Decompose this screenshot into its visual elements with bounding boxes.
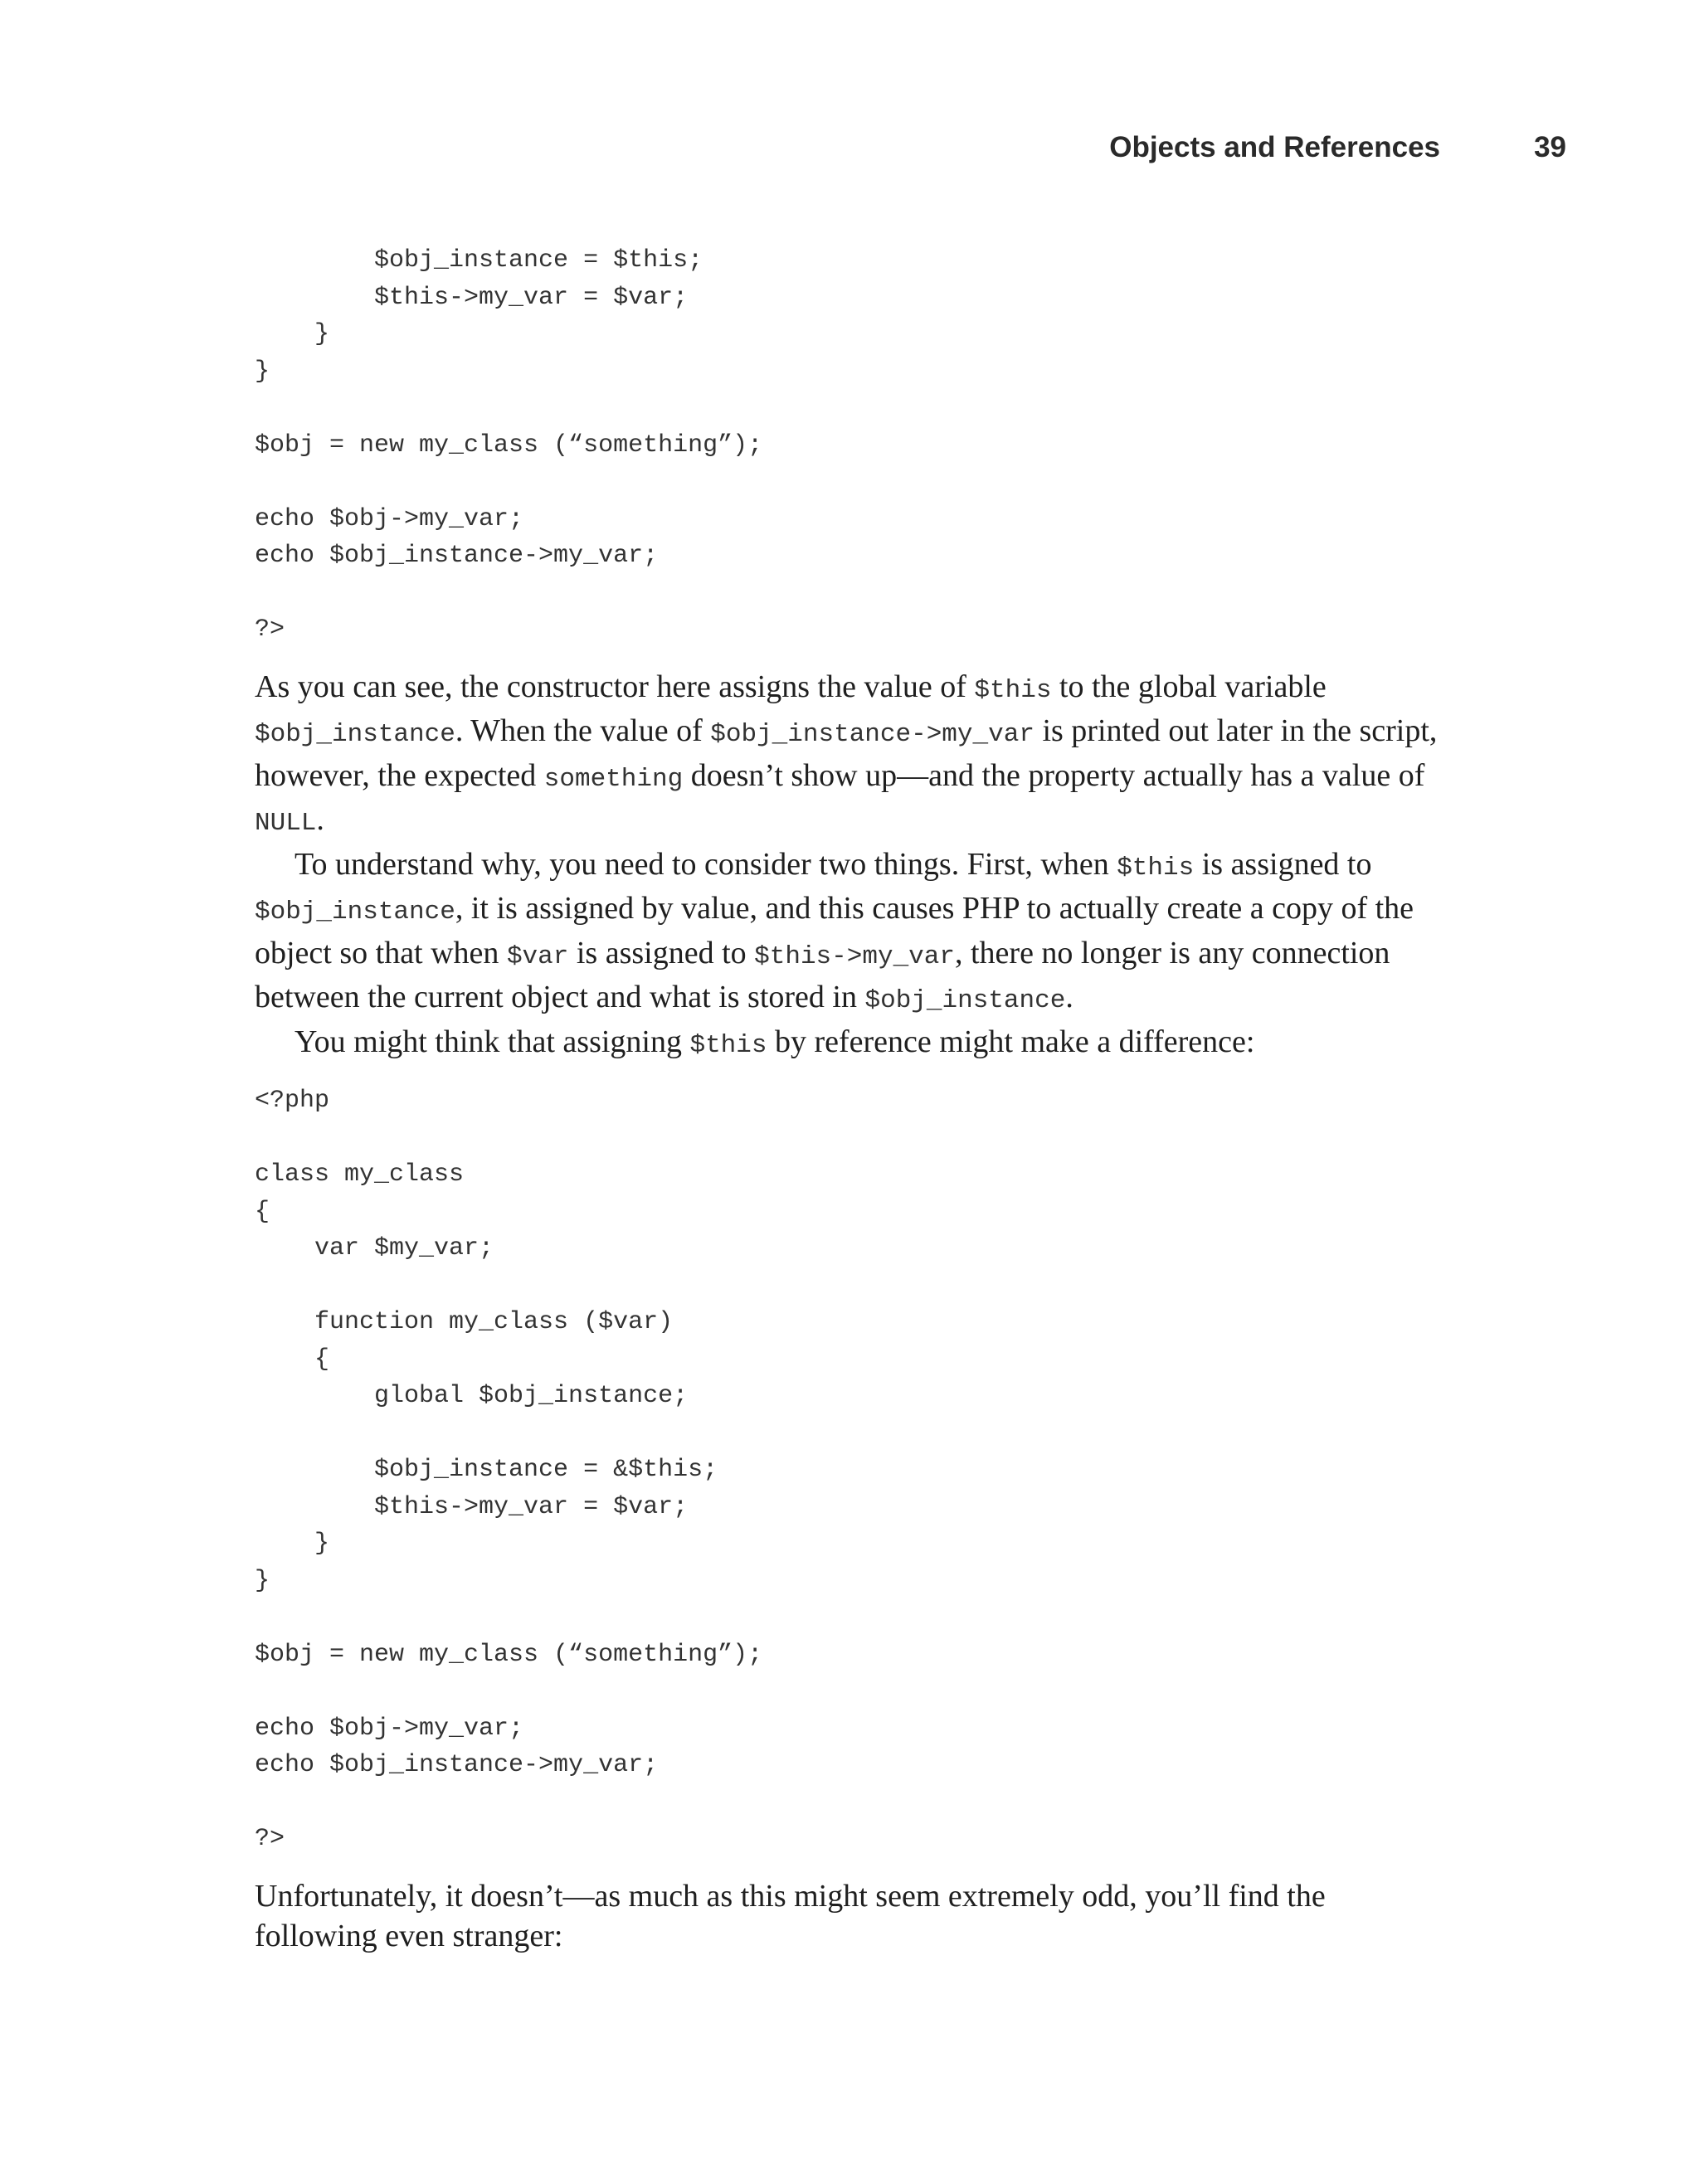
inline-code: $var (506, 941, 569, 971)
text-run: to the global variable (1051, 669, 1327, 704)
inline-code: $obj_instance (255, 897, 455, 927)
inline-code: $this (974, 675, 1052, 705)
text-run: As you can see, the constructor here assigns the value of (255, 669, 975, 704)
text-run: doesn’t show up—and the property actually has a value of (683, 757, 1425, 793)
text-run: by reference might make a difference: (767, 1024, 1255, 1059)
text-run: is assigned to (568, 935, 755, 970)
text-run: . (1065, 980, 1073, 1014)
text-run: To understand why, you need to consider two things. First, when (295, 846, 1117, 882)
code-block-continued: $obj_instance = $this; $this->my_var = $var; } } $obj = new my_class (“something”); echo $obj->my_var; echo $obj_instance->my_var; ?> (255, 246, 763, 644)
page-body (255, 242, 1441, 1957)
page-number: 39 (1534, 131, 1566, 163)
running-header (737, 131, 1566, 173)
text-run: is printed out later in the script, however, the expected (255, 713, 1438, 793)
body-text-continued (255, 1876, 1441, 1957)
inline-code: $obj_instance (255, 720, 455, 749)
text-run: Unfortunately, it doesn’t—as much as this might seem extremely odd, you’ll find the following even stranger: (255, 1878, 1326, 1953)
inline-code: $obj_instance->my_var (710, 720, 1034, 749)
body-text (255, 667, 1441, 1067)
paragraph-by-reference-intro (255, 1022, 1441, 1067)
paragraph-why-explanation (255, 844, 1441, 1022)
text-run: , there no longer is any connection between the current object and what is stored in (255, 935, 1390, 1014)
text-run: is assigned to (1194, 846, 1372, 882)
inline-code: $this->my_var (754, 941, 955, 971)
inline-code: NULL (255, 809, 317, 838)
inline-code: $obj_instance (864, 986, 1066, 1015)
text-run: , it is assigned by value, and this causes PHP to actually create a copy of the object so that when (255, 891, 1414, 970)
section-title: Objects and References (1109, 131, 1440, 163)
inline-code: $this (1117, 853, 1195, 883)
inline-code: $this (689, 1030, 767, 1060)
code-block-by-reference: <?php class my_class { var $my_var; function my_class ($var) { global $obj_instance; $obj_instance = &$this; $this->my_var = $var; } } $obj = new my_class (“something”); echo $obj->my_var; echo $obj_instance->my_var; ?> (255, 1087, 763, 1853)
inline-code: something (543, 764, 684, 794)
text-run: . When the value of (455, 713, 711, 748)
paragraph-unfortunately (255, 1876, 1441, 1957)
paragraph-constructor-explanation (255, 667, 1441, 844)
text-run: . (316, 802, 324, 837)
text-run: You might think that assigning (295, 1024, 690, 1059)
